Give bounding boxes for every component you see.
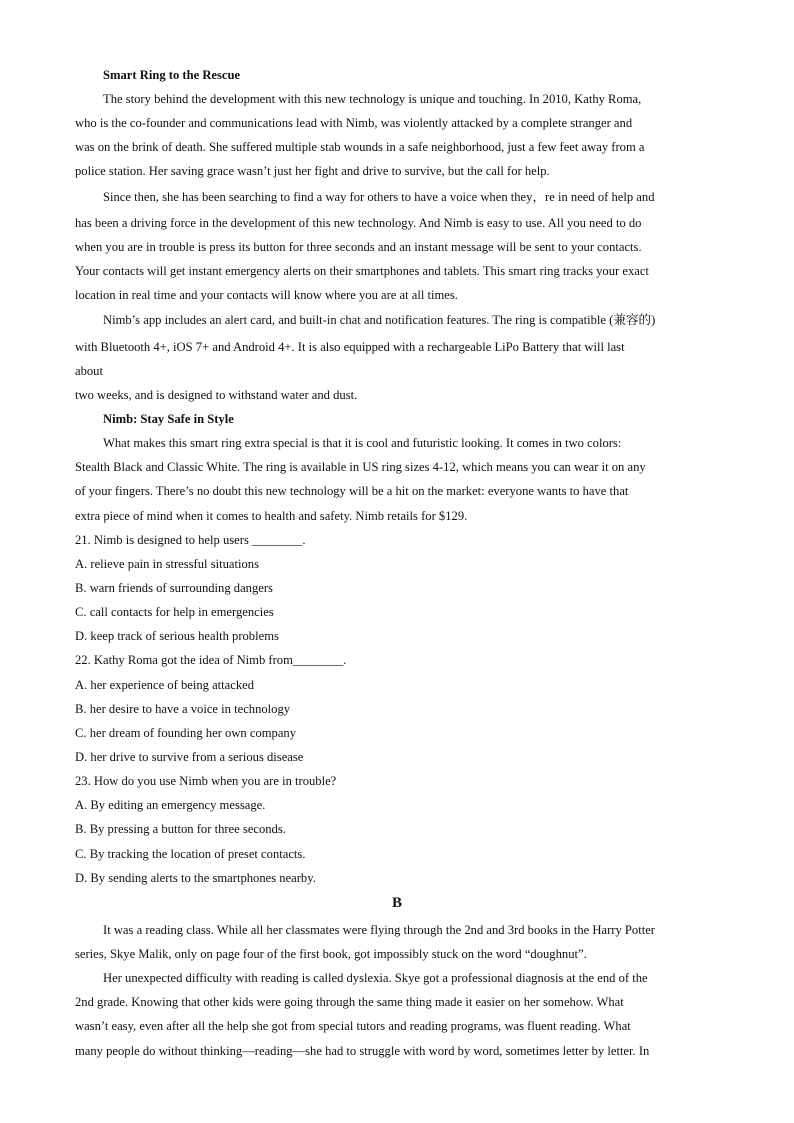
paragraph-line: wasn’t easy, even after all the help she got from special tutors and reading programs, was fluent reading. What (75, 1019, 631, 1033)
paragraph-line: with Bluetooth 4+, iOS 7+ and Android 4+. It is also equipped with a rechargeable LiPo Battery that will last (75, 340, 625, 354)
paragraph-line: about (75, 364, 103, 378)
answer-option: C. her dream of founding her own company (75, 726, 297, 740)
paragraph-line: Your contacts will get instant emergency alerts on their smartphones and tablets. This smart ring tracks your exact (75, 264, 649, 278)
paragraph-line: series, Skye Malik, only on page four of the first book, got impossibly stuck on the word “doughnut”. (75, 947, 587, 961)
paragraph-line: Nimb’s app includes an alert card, and built-in chat and notification features. The ring is compatible (兼容的) (103, 313, 656, 327)
answer-option: A. her experience of being attacked (75, 678, 255, 692)
answer-option: D. her drive to survive from a serious disease (75, 750, 304, 764)
answer-option: C. call contacts for help in emergencies (75, 605, 274, 619)
answer-option: B. By pressing a button for three seconds. (75, 822, 286, 836)
paragraph-line: many people do without thinking—reading—she had to struggle with word by word, sometimes letter by letter. In (75, 1044, 650, 1058)
paragraph-line: Since then, she has been searching to find a way for others to have a voice when they，re in need of help and (103, 190, 655, 204)
answer-option: B. her desire to have a voice in technology (75, 702, 291, 716)
paragraph-line: What makes this smart ring extra special is that it is cool and futuristic looking. It comes in two colors: (103, 436, 622, 450)
question-stem: 23. How do you use Nimb when you are in trouble? (75, 774, 337, 788)
paragraph-line: 2nd grade. Knowing that other kids were going through the same thing made it easier on her somehow. What (75, 995, 624, 1009)
question-stem: 21. Nimb is designed to help users ________. (75, 533, 306, 547)
paragraph-line: when you are in trouble is press its button for three seconds and an instant message will be sent to your contacts. (75, 240, 642, 254)
answer-option: B. warn friends of surrounding dangers (75, 581, 273, 595)
paragraph-line: was on the brink of death. She suffered multiple stab wounds in a safe neighborhood, just a few feet away from a (75, 140, 645, 154)
answer-option: A. By editing an emergency message. (75, 798, 266, 812)
section-heading: Nimb: Stay Safe in Style (103, 412, 234, 426)
paragraph-line: Her unexpected difficulty with reading is called dyslexia. Skye got a professional diagnosis at the end of the (103, 971, 648, 985)
paragraph-line: who is the co-founder and communications lead with Nimb, was violently attacked by a complete stranger and (75, 116, 633, 130)
paragraph-line: location in real time and your contacts will know where you are at all times. (75, 288, 458, 302)
paragraph-line: two weeks, and is designed to withstand water and dust. (75, 388, 358, 402)
section-letter: B (391, 895, 402, 911)
paragraph-line: police station. Her saving grace wasn’t just her fight and drive to survive, but the call for help. (75, 164, 550, 178)
paragraph-line: It was a reading class. While all her classmates were flying through the 2nd and 3rd books in the Harry Potter (103, 923, 655, 937)
question-stem: 22. Kathy Roma got the idea of Nimb from________. (75, 653, 347, 667)
paragraph-line: extra piece of mind when it comes to health and safety. Nimb retails for $129. (75, 509, 468, 523)
paragraph-line: of your fingers. There’s no doubt this new technology will be a hit on the market: everyone wants to have that (75, 484, 629, 498)
answer-option: D. keep track of serious health problems (75, 629, 279, 643)
paragraph-line: has been a driving force in the development of this new technology. And Nimb is easy to use. All you need to do (75, 216, 642, 230)
paragraph-line: Stealth Black and Classic White. The ring is available in US ring sizes 4-12, which means you can wear it on any (75, 460, 646, 474)
paragraph-line: The story behind the development with this new technology is unique and touching. In 2010, Kathy Roma, (103, 92, 642, 106)
answer-option: A. relieve pain in stressful situations (75, 557, 259, 571)
answer-option: C. By tracking the location of preset contacts. (75, 847, 306, 861)
article-title: Smart Ring to the Rescue (103, 68, 241, 82)
answer-option: D. By sending alerts to the smartphones nearby. (75, 871, 316, 885)
